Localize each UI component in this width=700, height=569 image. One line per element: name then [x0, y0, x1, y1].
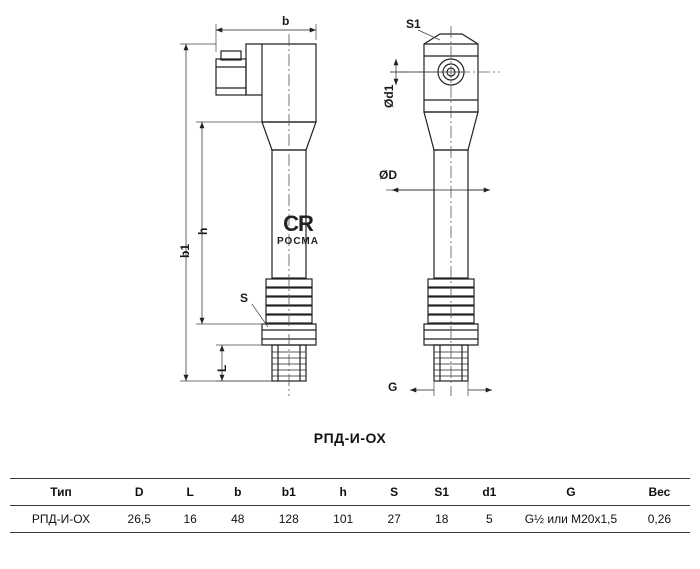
brand-logo-mark: CR — [283, 211, 313, 236]
table-header-row — [10, 479, 690, 506]
column-header-h: h — [316, 479, 370, 506]
model-title: РПД-И-ОХ — [313, 430, 387, 446]
dimension-label-h: h — [196, 227, 210, 235]
cell-weight: 0,26 — [629, 506, 690, 533]
dimension-label-D: ØD — [379, 168, 397, 182]
column-header-type: Тип — [10, 479, 112, 506]
cell-h: 101 — [316, 506, 370, 533]
column-header-S: S — [370, 479, 418, 506]
brand-logo-text: РОСМА — [277, 236, 319, 247]
column-header-S1: S1 — [418, 479, 466, 506]
brand-logo — [268, 213, 328, 247]
cell-G: G½ или M20x1,5 — [513, 506, 629, 533]
column-header-D: D — [112, 479, 166, 506]
cell-D: 26,5 — [112, 506, 166, 533]
dimension-label-b: b — [282, 14, 290, 28]
cell-type: РПД-И-ОХ — [10, 506, 112, 533]
specification-table — [10, 478, 690, 533]
dimension-label-G: G — [388, 380, 398, 394]
cell-b1: 128 — [262, 506, 316, 533]
cell-S: 27 — [370, 506, 418, 533]
dimension-label-L: L — [215, 364, 229, 372]
column-header-d1: d1 — [466, 479, 514, 506]
dimension-label-b1: b1 — [178, 243, 192, 258]
column-header-L: L — [166, 479, 214, 506]
dimension-label-d1: Ød1 — [382, 84, 396, 108]
centreline-side — [398, 26, 500, 396]
table-row — [10, 506, 690, 533]
dimension-label-S1: S1 — [406, 17, 421, 31]
column-header-b1: b1 — [262, 479, 316, 506]
column-header-G: G — [513, 479, 629, 506]
cell-b: 48 — [214, 506, 262, 533]
cell-S1: 18 — [418, 506, 466, 533]
dimension-label-S: S — [240, 291, 249, 305]
cell-d1: 5 — [466, 506, 514, 533]
column-header-weight: Вес — [629, 479, 690, 506]
column-header-b: b — [214, 479, 262, 506]
dimension-lines — [180, 24, 492, 396]
cell-L: 16 — [166, 506, 214, 533]
